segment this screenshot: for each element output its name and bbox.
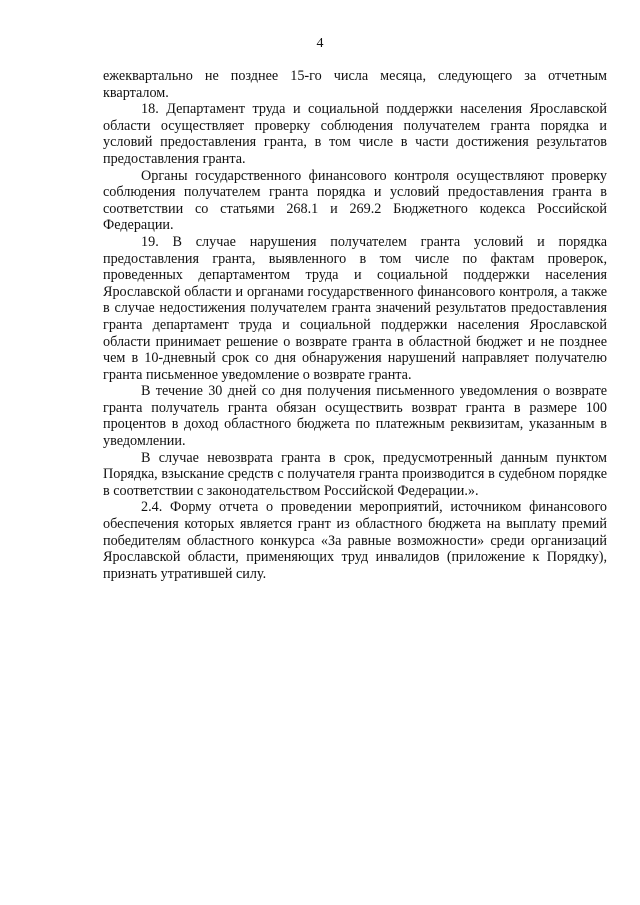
paragraph-30-day-return: В течение 30 дней со дня получения письменного уведомления о возврате гранта получатель гранта обязан осуществить возврат гранта в размере 100 процентов в доход областного бюджета по платежным реквизитам, указанным в уведомлении. — [103, 383, 607, 450]
paragraph-2-4-report-form: 2.4. Форму отчета о проведении мероприятий, источником финансового обеспечения которых является грант из областного бюджета на выплату премий победителям областного конкурса «За равные возможности» среди организаций Ярославской области, применяющих труд инвалидов (приложение к Порядку), признать утратившей силу. — [103, 499, 607, 582]
paragraph-18-department-check: 18. Департамент труда и социальной поддержки населения Ярославской области осуществляет проверку соблюдения получателем гранта порядка и условий предоставления гранта, в том числе в части достижения результатов предоставления гранта. — [103, 101, 607, 167]
paragraph-quarterly-deadline: ежеквартально не позднее 15-го числа месяца, следующего за отчетным кварталом. — [103, 68, 607, 101]
paragraph-state-financial-control: Органы государственного финансового контроля осуществляют проверку соблюдения получателем гранта порядка и условий предоставления гранта в соответствии со статьями 268.1 и 269.2 Бюджетного кодекса Российской Федерации. — [103, 167, 607, 234]
paragraph-court-recovery: В случае невозврата гранта в срок, предусмотренный данным пунктом Порядка, взыскание средств с получателя гранта производится в судебном порядке в соответствии с законодательством Российской Федерации.». — [103, 449, 607, 499]
page-number: 4 — [316, 36, 324, 51]
document-body — [103, 68, 607, 582]
paragraph-19-grant-return-decision: 19. В случае нарушения получателем гранта условий и порядка предоставления гранта, выявленного в том числе по фактам проверок, проведенных департаментом труда и социальной поддержки населения Ярославской области и органами государственного финансового контроля, а также в случае недостижения получателем гранта значений результатов предоставления гранта департамент труда и социальной поддержки населения Ярославской области принимает решение о возврате гранта в областной бюджет и не позднее чем в 10-дневный срок со дня обнаружения нарушений направляет получателю гранта письменное уведомление о возврате гранта. — [103, 233, 607, 383]
